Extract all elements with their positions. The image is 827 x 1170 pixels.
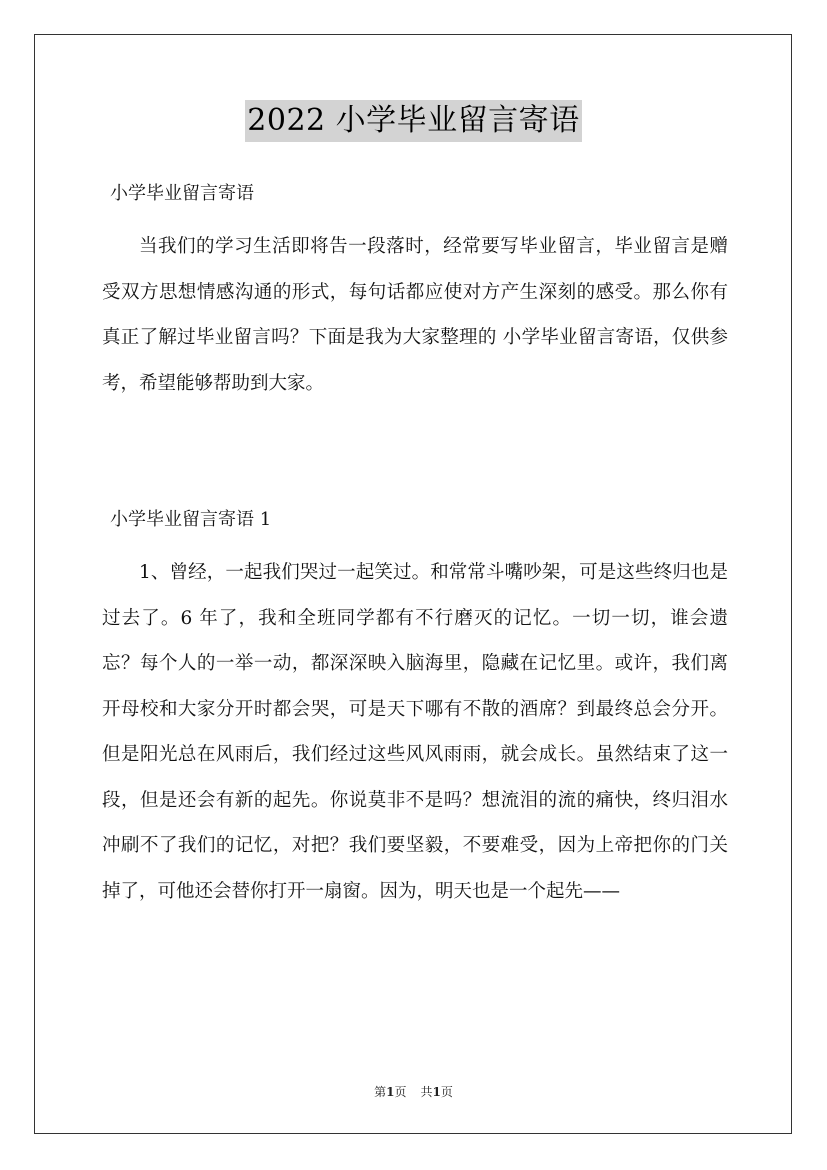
footer-page-prefix: 第 — [374, 1085, 387, 1099]
section-heading-1: 小学毕业留言寄语 1 — [110, 509, 272, 530]
document-subtitle: 小学毕业留言寄语 — [110, 183, 254, 204]
footer-page-number: 1 — [386, 1085, 395, 1099]
document-title: 2022 小学毕业留言寄语 — [245, 100, 581, 142]
intro-paragraph: 当我们的学习生活即将告一段落时，经常要写毕业留言，毕业留言是赠受双方思想情感沟通的形式，每句话都应使对方产生深刻的感受。那么你有真正了解过毕业留言吗？下面是我为大家整理的 小学毕业留言寄语，仅供参考，希望能够帮助到大家。 — [102, 236, 728, 394]
footer-page-suffix: 页 — [394, 1085, 407, 1099]
footer-total-number: 1 — [432, 1085, 441, 1099]
section-1-paragraph: 1、曾经，一起我们哭过一起笑过。和常常斗嘴吵架，可是这些终归也是过去了。6 年了，我和全班同学都有不行磨灭的记忆。一切一切，谁会遗忘？每个人的一举一动，都深深映入脑海里，隐藏在记忆里。或许，我们离开母校和大家分开时都会哭，可是天下哪有不散的酒席？到最终总会分开。但是阳光总在风雨后，我们经过这些风风雨雨，就会成长。虽然结束了这一段，但是还会有新的起先。你说莫非不是吗？想流泪的流的痛快，终归泪水冲刷不了我们的记忆，对把？我们要坚毅，不要难受，因为上帝把你的门关掉了，可他还会替你打开一扇窗。因为，明天也是一个起先—— — [102, 562, 728, 902]
footer-total-prefix: 共 — [420, 1085, 433, 1099]
footer-total-suffix: 页 — [440, 1085, 453, 1099]
page-footer — [0, 1084, 827, 1100]
title-container — [0, 100, 827, 142]
